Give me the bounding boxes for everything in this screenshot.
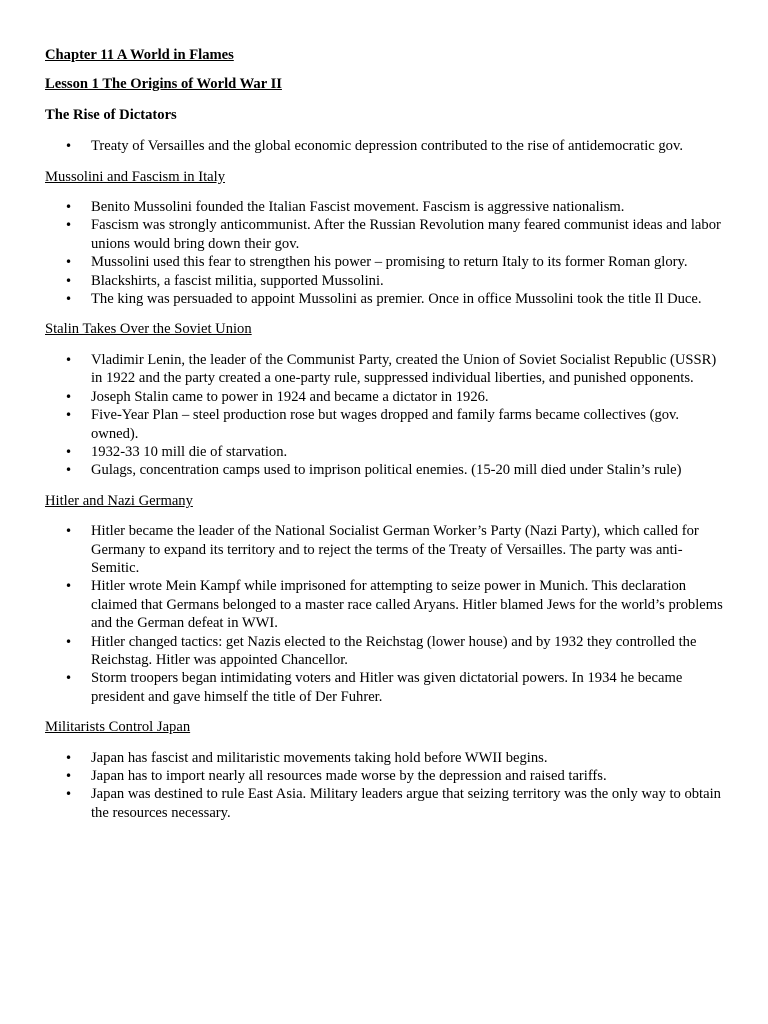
bullet-item xyxy=(45,443,725,461)
bullet-icon: • xyxy=(65,634,73,649)
section-heading-rise-of-dictators: The Rise of Dictators xyxy=(45,106,177,123)
bullet-text: Hitler changed tactics: get Nazis elected to the Reichstag (lower house) and by 1932 they controlled the Reichstag. Hitler was appointed Chancellor. xyxy=(91,633,697,668)
bullet-text: Japan was destined to rule East Asia. Military leaders argue that seizing territory was the only way to obtain the resources necessary. xyxy=(91,786,721,821)
bullet-text: Fascism was strongly anticommunist. After the Russian Revolution many feared communist ideas and labor unions would bring down their gov. xyxy=(91,217,721,252)
bullet-item xyxy=(45,351,725,388)
bullet-item xyxy=(45,522,725,577)
bullet-icon: • xyxy=(65,463,73,478)
intro-bullet-list xyxy=(45,137,725,155)
bullet-item xyxy=(45,767,725,785)
bullet-item xyxy=(45,577,725,632)
bullet-icon: • xyxy=(65,408,73,423)
bullet-text: Hitler became the leader of the National Socialist German Worker’s Party (Nazi Party), which called for Germany to expand its territory and to reject the terms of the Treaty of Versailles. The party was anti-Semitic. xyxy=(91,523,699,576)
bullet-item xyxy=(45,461,725,479)
bullet-item xyxy=(45,137,725,155)
bullet-text: 1932-33 10 mill die of starvation. xyxy=(91,443,288,460)
bullet-text: Hitler wrote Mein Kampf while imprisoned for attempting to seize power in Munich. This declaration claimed that Germans belonged to a master race called Aryans. Hitler blamed Jews for the world’s problems and the German defeat in WWI. xyxy=(91,578,723,632)
section-title: Hitler and Nazi Germany xyxy=(45,492,193,509)
section-bullet-list xyxy=(45,749,725,823)
bullet-text: Mussolini used this fear to strengthen his power – promising to return Italy to its former Roman glory. xyxy=(91,254,688,271)
section-bullet-list xyxy=(45,198,725,308)
bullet-icon: • xyxy=(65,579,73,594)
bullet-icon: • xyxy=(65,139,73,154)
bullet-item xyxy=(45,253,725,271)
bullet-item xyxy=(45,406,725,443)
bullet-text: Storm troopers began intimidating voters and Hitler was given dictatorial powers. In 1934 he became president and gave himself the title of Der Fuhrer. xyxy=(91,670,683,705)
bullet-icon: • xyxy=(65,273,73,288)
bullet-text: Treaty of Versailles and the global economic depression contributed to the rise of antidemocratic gov. xyxy=(91,138,683,155)
bullet-icon: • xyxy=(65,389,73,404)
bullet-text: Japan has to import nearly all resources made worse by the depression and raised tariffs. xyxy=(91,768,607,784)
bullet-text: Five-Year Plan – steel production rose but wages dropped and family farms became collectives (gov. owned). xyxy=(91,407,680,442)
section-bullet-list xyxy=(45,522,725,706)
bullet-icon: • xyxy=(65,671,73,686)
bullet-item xyxy=(45,198,725,216)
bullet-text: Benito Mussolini founded the Italian Fascist movement. Fascism is aggressive nationalism. xyxy=(91,199,625,216)
chapter-title: Chapter 11 A World in Flames xyxy=(45,47,234,63)
bullet-text: Japan has fascist and militaristic movements taking hold before WWII begins. xyxy=(91,749,548,766)
bullet-text: Vladimir Lenin, the leader of the Communist Party, created the Union of Soviet Socialist Republic (USSR) in 1922 and the party created a one-party rule, suppressed individual liberties, and punished opponents. xyxy=(91,351,717,387)
bullet-icon: • xyxy=(65,292,73,307)
bullet-text: Blackshirts, a fascist militia, supported Mussolini. xyxy=(91,272,384,289)
sections-container xyxy=(45,168,725,823)
section-title: Stalin Takes Over the Soviet Union xyxy=(45,321,252,338)
bullet-item xyxy=(45,272,725,290)
lesson-title: Lesson 1 The Origins of World War II xyxy=(45,76,282,93)
bullet-icon: • xyxy=(65,218,73,233)
bullet-icon: • xyxy=(65,444,73,459)
bullet-icon: • xyxy=(65,255,73,270)
bullet-text: Gulags, concentration camps used to imprison political enemies. (15-20 mill died under Stalin’s rule) xyxy=(91,462,682,479)
bullet-item xyxy=(45,785,725,822)
bullet-text: The king was persuaded to appoint Mussolini as premier. Once in office Mussolini took the title Il Duce. xyxy=(91,291,702,308)
bullet-icon: • xyxy=(65,524,73,539)
bullet-item xyxy=(45,216,725,253)
bullet-item xyxy=(45,388,725,406)
bullet-icon: • xyxy=(65,200,73,215)
bullet-icon: • xyxy=(65,352,73,367)
section-title: Militarists Control Japan xyxy=(45,719,191,736)
section-title: Mussolini and Fascism in Italy xyxy=(45,168,225,185)
section-bullet-list xyxy=(45,351,725,480)
bullet-icon: • xyxy=(65,769,73,783)
bullet-item xyxy=(45,633,725,670)
bullet-item xyxy=(45,290,725,308)
bullet-icon: • xyxy=(65,750,73,765)
document-content xyxy=(45,46,725,834)
bullet-icon: • xyxy=(65,787,73,802)
bullet-text: Joseph Stalin came to power in 1924 and became a dictator in 1926. xyxy=(91,388,489,405)
bullet-item xyxy=(45,749,725,767)
bullet-item xyxy=(45,669,725,706)
